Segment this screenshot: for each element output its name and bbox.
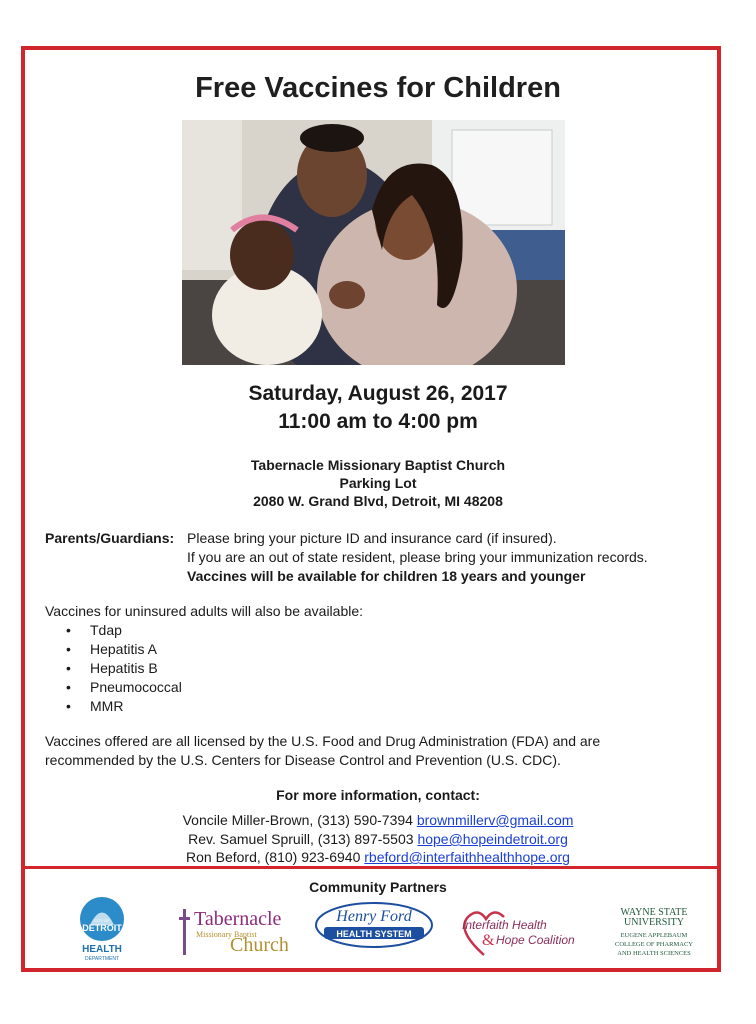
interfaith-logo-line2: Hope Coalition [496,933,575,947]
venue-address: 2080 W. Grand Blvd, Detroit, MI 48208 [253,493,503,509]
event-time: 11:00 am to 4:00 pm [278,410,478,433]
footer-divider [21,866,721,869]
venue-name: Tabernacle Missionary Baptist Church [250,457,506,473]
parents-line2: If you are an out of state resident, please bring your immunization records. [187,549,648,565]
contact-heading: For more information, contact: [276,787,480,803]
wayne-logo-line4: COLLEGE OF PHARMACY [614,941,694,948]
list-item: Hepatitis A [90,641,157,657]
bullet-icon: • [66,660,71,676]
interfaith-logo-line1: Interfaith Health [462,918,547,932]
wayne-logo-line1: WAYNE STATE [620,907,688,918]
tabernacle-logo-small: Missionary Baptist [196,930,257,939]
list-item: Pneumococcal [90,679,182,695]
contact-email-link[interactable]: rbeford@interfaithhealthhope.org [364,849,570,865]
disclaimer-line1: Vaccines offered are all licensed by the U.S. Food and Drug Administration (FDA) and are [45,733,601,749]
family-photo [182,120,565,365]
wayne-logo-line5: AND HEALTH SCIENCES [617,950,691,957]
bullet-icon: • [66,698,71,714]
henry-ford-logo [312,895,436,965]
disclaimer-line2: recommended by the U.S. Centers for Disease Control and Prevention (U.S. CDC). [45,752,561,768]
parents-label: Parents/Guardians: [45,530,175,546]
henry-ford-logo-top: Henry Ford [336,908,412,925]
contact-row [0,849,756,865]
tabernacle-logo [178,895,288,965]
wayne-state-logo [604,895,704,965]
contact-email-link[interactable]: brownmillerv@gmail.com [416,812,574,828]
henry-ford-logo-bottom: HEALTH SYSTEM [336,929,412,939]
interfaith-logo [456,895,588,965]
tabernacle-logo-top: Tabernacle [194,908,282,930]
adults-intro: Vaccines for uninsured adults will also be available: [45,603,364,619]
wayne-logo-line3: EUGENE APPLEBAUM [620,932,688,939]
bullet-icon: • [66,622,71,638]
contact-name: Voncile Miller-Brown, (313) 590-7394 [182,812,413,828]
detroit-logo-top: CITY OF [94,918,110,923]
list-item: Hepatitis B [90,660,158,676]
detroit-logo-health: HEALTH [82,944,122,955]
bullet-icon: • [66,679,71,695]
detroit-logo-dept: DEPARTMENT [85,956,119,962]
parents-line3: Vaccines will be available for children 18 years and younger [187,568,586,584]
list-item: Tdap [90,622,122,638]
tabernacle-logo-bottom: Church [230,934,288,956]
event-date: Saturday, August 26, 2017 [248,382,508,405]
parents-line1: Please bring your picture ID and insurance card (if insured). [187,530,557,546]
list-item: MMR [90,698,124,714]
detroit-health-logo [62,895,142,965]
interfaith-logo-amp: & [482,932,495,949]
detroit-logo-name: DETROIT [82,923,122,933]
contact-name: Ron Beford, (810) 923-6940 [186,849,361,865]
partners-heading: Community Partners [309,879,447,895]
bullet-icon: • [66,641,71,657]
venue-area: Parking Lot [339,475,417,491]
contact-row [0,831,756,847]
contact-name: Rev. Samuel Spruill, (313) 897-5503 [188,831,414,847]
contact-row [0,812,756,828]
wayne-logo-line2: UNIVERSITY [624,917,684,928]
page-title: Free Vaccines for Children [195,72,561,104]
contact-email-link[interactable]: hope@hopeindetroit.org [417,831,568,847]
